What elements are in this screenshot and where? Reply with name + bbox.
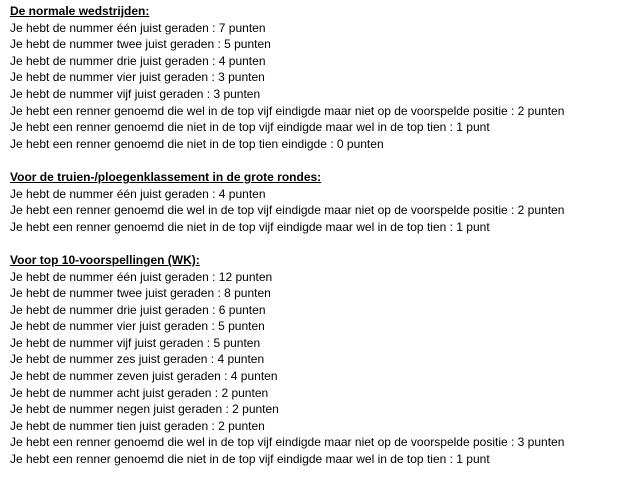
- rule-line: Je hebt de nummer acht juist geraden : 2 punten: [10, 385, 269, 400]
- rule-line: Je hebt de nummer vier juist geraden : 3 punten: [10, 70, 265, 85]
- rule-line: Je hebt een renner genoemd die niet in de top tien eindigde : 0 punten: [10, 136, 384, 151]
- rule-line: Je hebt de nummer één juist geraden : 7 punten: [10, 20, 266, 35]
- section-jersey-team-classification: [10, 169, 622, 235]
- rule-line: Je hebt de nummer twee juist geraden : 5 punten: [10, 37, 271, 52]
- rule-line: Je hebt de nummer drie juist geraden : 6 punten: [10, 302, 266, 317]
- section-top10-predictions: [10, 252, 622, 468]
- rule-line: Je hebt de nummer drie juist geraden : 4 punten: [10, 53, 266, 68]
- rule-line: Je hebt de nummer één juist geraden : 12 punten: [10, 269, 273, 284]
- rule-line: Je hebt de nummer negen juist geraden : 2 punten: [10, 402, 279, 417]
- rule-line: Je hebt de nummer zeven juist geraden : 4 punten: [10, 369, 278, 384]
- rule-line: Je hebt een renner genoemd die wel in de top vijf eindigde maar niet op de voorspelde positie : 2 punten: [10, 103, 565, 118]
- rule-line: Je hebt een renner genoemd die wel in de top vijf eindigde maar niet op de voorspelde positie : 3 punten: [10, 435, 565, 450]
- rule-line: Je hebt de nummer vier juist geraden : 5 punten: [10, 319, 265, 334]
- rule-line: Je hebt de nummer één juist geraden : 4 punten: [10, 186, 266, 201]
- rule-line: Je hebt de nummer zes juist geraden : 4 punten: [10, 352, 265, 367]
- rule-line: Je hebt de nummer tien juist geraden : 2 punten: [10, 418, 265, 433]
- rule-line: Je hebt een renner genoemd die niet in de top vijf eindigde maar wel in de top tien : 1 punt: [10, 219, 490, 234]
- rule-line: Je hebt een renner genoemd die niet in de top vijf eindigde maar wel in de top tien : 1 punt: [10, 452, 490, 467]
- rule-line: Je hebt een renner genoemd die niet in de top vijf eindigde maar wel in de top tien : 1 punt: [10, 120, 490, 135]
- section-heading: Voor de truien-/ploegenklassement in de grote rondes:: [10, 169, 322, 184]
- section-normal-races: [10, 3, 622, 152]
- rule-line: Je hebt een renner genoemd die wel in de top vijf eindigde maar niet op de voorspelde positie : 2 punten: [10, 203, 565, 218]
- section-heading: Voor top 10-voorspellingen (WK):: [10, 252, 200, 267]
- scoring-rules-page: [10, 3, 622, 484]
- rule-line: Je hebt de nummer vijf juist geraden : 5 punten: [10, 335, 261, 350]
- rule-line: Je hebt de nummer vijf juist geraden : 3 punten: [10, 86, 261, 101]
- rule-line: Je hebt de nummer twee juist geraden : 8 punten: [10, 286, 271, 301]
- section-heading: De normale wedstrijden:: [10, 4, 150, 18]
